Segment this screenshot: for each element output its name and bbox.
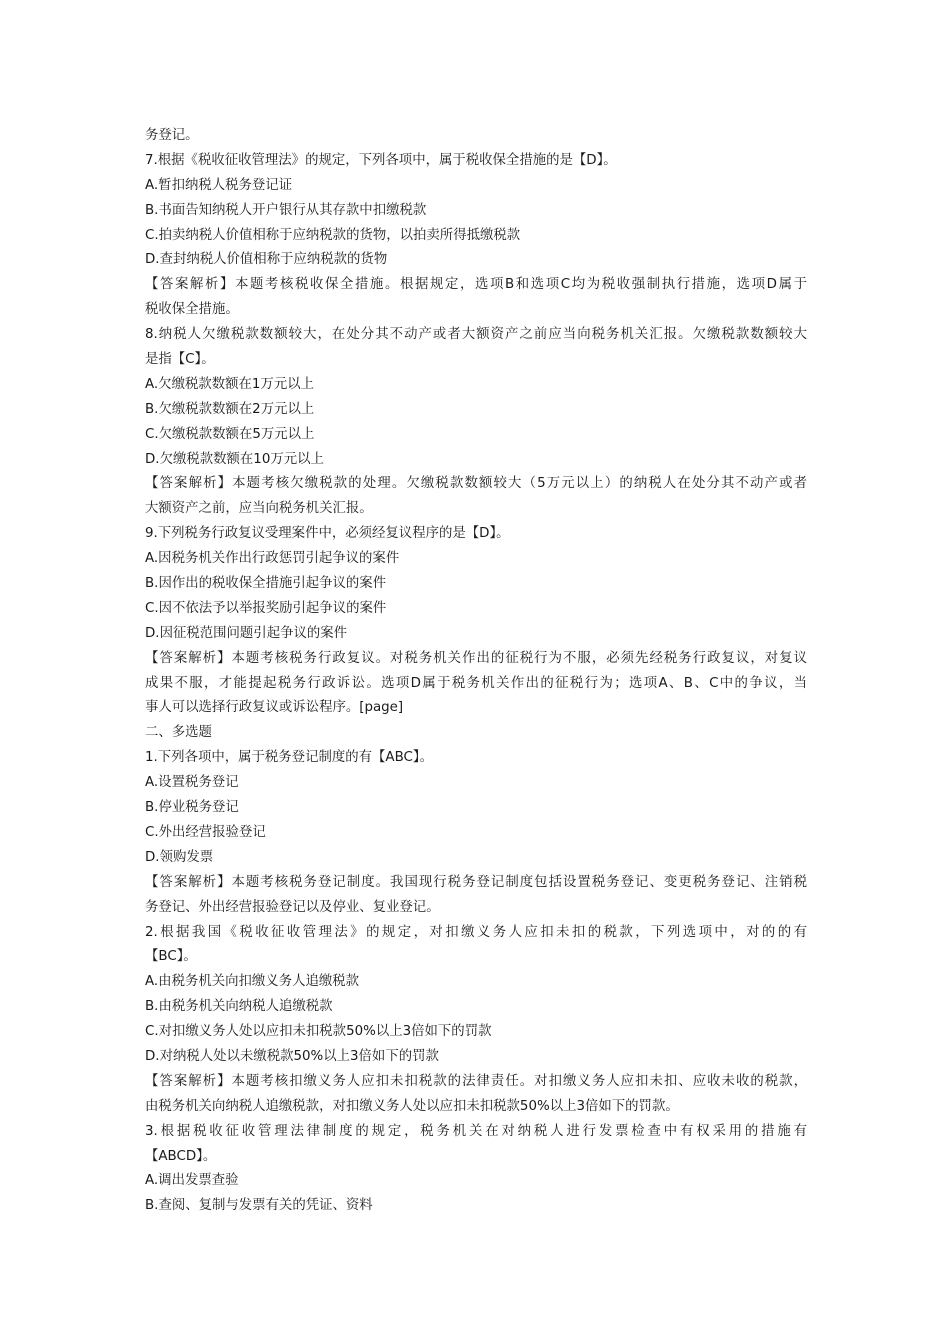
question-3-stem: 3.根据税收征收管理法律制度的规定，税务机关在对纳税人进行发票检查中有权采用的措施有	[145, 1123, 807, 1139]
answer-explanation: 【答案解析】本题考核扣缴义务人应扣未扣税款的法律责任。对扣缴义务人应扣未扣、应收未收的税款，	[145, 1073, 807, 1089]
option-d: D.对纳税人处以未缴税款50%以上3倍如下的罚款	[145, 1048, 439, 1064]
section-heading: 二、多选题	[145, 725, 212, 741]
option-b: B.欠缴税款数额在2万元以上	[145, 401, 315, 417]
answer-explanation-cont: 税收保全措施。	[145, 302, 239, 318]
option-b: B.查阅、复制与发票有关的凭证、资料	[145, 1198, 373, 1214]
option-c: C.外出经营报验登记	[145, 824, 266, 840]
option-b: B.停业税务登记	[145, 800, 239, 816]
option-a: A.暂扣纳税人税务登记证	[145, 177, 293, 193]
answer-explanation: 【答案解析】本题考核税务行政复议。对税务机关作出的征税行为不服，必须先经税务行政复议，对复议	[145, 650, 807, 666]
question-2-stem: 2.根据我国《税收征收管理法》的规定，对扣缴义务人应扣未扣的税款，下列选项中，对的的有	[145, 924, 807, 940]
option-c: C.对扣缴义务人处以应扣未扣税款50%以上3倍如下的罚款	[145, 1024, 492, 1040]
option-b: B.由税务机关向纳税人追缴税款	[145, 999, 333, 1015]
document-page	[145, 124, 807, 1219]
question-8-stem: 8.纳税人欠缴税款数额较大，在处分其不动产或者大额资产之前应当向税务机关汇报。欠缴税款数额较大	[145, 327, 807, 343]
answer-explanation-cont: 成果不服，才能提起税务行政诉讼。选项D属于税务机关作出的征税行为；选项A、B、C中的争议，当	[145, 675, 807, 691]
answer-explanation: 【答案解析】本题考核税收保全措施。根据规定，选项B和选项C均为税收强制执行措施，选项D属于	[145, 277, 807, 293]
option-d: D.领购发票	[145, 849, 214, 865]
option-c: C.欠缴税款数额在5万元以上	[145, 426, 315, 442]
option-a: A.设置税务登记	[145, 775, 239, 791]
question-3-stem-cont: 【ABCD】。	[145, 1148, 217, 1164]
option-c: C.因不依法予以举报奖励引起争议的案件	[145, 600, 387, 616]
option-a: A.因税务机关作出行政惩罚引起争议的案件	[145, 551, 400, 567]
answer-explanation-cont: 事人可以选择行政复议或诉讼程序。[page]	[145, 700, 404, 716]
question-1-stem: 1.下列各项中，属于税务登记制度的有【ABC】。	[145, 750, 433, 766]
answer-explanation-cont: 由税务机关向纳税人追缴税款，对扣缴义务人处以应扣未扣税款50%以上3倍如下的罚款。	[145, 1098, 679, 1114]
option-b: B.书面告知纳税人开户银行从其存款中扣缴税款	[145, 202, 427, 218]
answer-explanation: 【答案解析】本题考核欠缴税款的处理。欠缴税款数额较大（5万元以上）的纳税人在处分其不动产或者	[145, 476, 807, 492]
question-8-stem-cont: 是指【C】。	[145, 352, 215, 368]
option-a: A.由税务机关向扣缴义务人追缴税款	[145, 974, 360, 990]
option-b: B.因作出的税收保全措施引起争议的案件	[145, 576, 387, 592]
answer-explanation-cont: 大额资产之前，应当向税务机关汇报。	[145, 501, 373, 517]
question-7-stem: 7.根据《税收征收管理法》的规定，下列各项中，属于税收保全措施的是【D】。	[145, 152, 617, 168]
option-d: D.因征税范围问题引起争议的案件	[145, 625, 348, 641]
question-9-stem: 9.下列税务行政复议受理案件中，必须经复议程序的是【D】。	[145, 526, 510, 542]
option-d: D.查封纳税人价值相称于应纳税款的货物	[145, 252, 388, 268]
option-a: A.调出发票查验	[145, 1173, 239, 1189]
option-a: A.欠缴税款数额在1万元以上	[145, 376, 314, 392]
question-2-stem-cont: 【BC】。	[145, 949, 197, 965]
text-line: 务登记。	[145, 128, 199, 143]
option-d: D.欠缴税款数额在10万元以上	[145, 451, 324, 467]
answer-explanation: 【答案解析】本题考核税务登记制度。我国现行税务登记制度包括设置税务登记、变更税务登记、注销税	[145, 874, 807, 890]
answer-explanation-cont: 务登记、外出经营报验登记以及停业、复业登记。	[145, 899, 440, 915]
option-c: C.拍卖纳税人价值相称于应纳税款的货物，以拍卖所得抵缴税款	[145, 227, 521, 243]
